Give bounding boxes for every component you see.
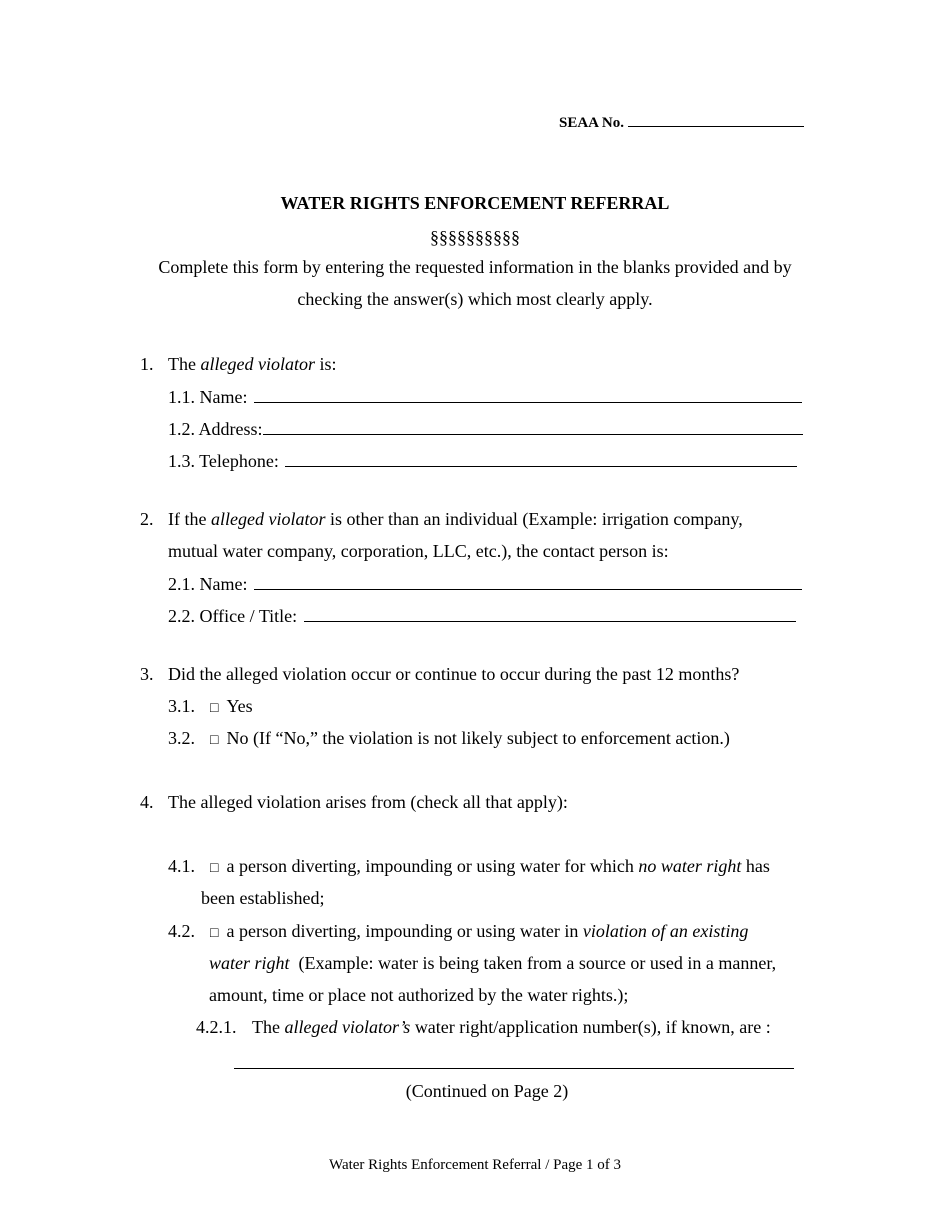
violator-telephone-field <box>168 449 797 472</box>
option-4-2-1 <box>196 1016 771 1038</box>
question-2-text-line-2: mutual water company, corporation, LLC, etc.), the contact person is: <box>168 541 669 561</box>
question-1-text <box>168 353 336 375</box>
option-3-1-label: Yes <box>226 696 253 716</box>
seaa-label: SEAA No. <box>559 115 625 131</box>
option-4-2-text-em: violation of an existing <box>582 921 749 941</box>
question-4-text: The alleged violation arises from (check all that apply): <box>168 792 568 812</box>
violation-existing-right-checkbox[interactable]: □ <box>210 926 219 941</box>
violator-address-blank[interactable] <box>263 417 803 435</box>
violator-name-field <box>168 385 802 408</box>
option-4-1-text-a: a person diverting, impounding or using water for which <box>226 856 639 876</box>
no-checkbox[interactable]: □ <box>210 733 219 748</box>
water-right-numbers-blank[interactable] <box>234 1068 794 1069</box>
question-3-number: 3. <box>140 664 154 684</box>
option-3-2-label: No (If “No,” the violation is not likely subject to enforcement action.) <box>226 728 730 748</box>
contact-name-blank[interactable] <box>254 572 802 590</box>
option-4-1 <box>168 855 770 880</box>
option-4-2-line-2 <box>209 952 776 974</box>
option-3-1-number: 3.1. <box>168 696 195 716</box>
question-4-number: 4. <box>140 792 154 812</box>
question-1-number: 1. <box>140 354 154 374</box>
seaa-number-field <box>559 111 804 134</box>
intro-line-1: Complete this form by entering the requested information in the blanks provided and by <box>158 257 792 277</box>
question-2-text-a: If the <box>168 509 211 529</box>
option-4-1-line-2: been established; <box>201 888 325 908</box>
violator-address-label: 1.2. Address: <box>168 419 263 439</box>
violator-address-field <box>168 417 803 440</box>
option-4-2-1-text-em: alleged violator’s <box>284 1017 411 1037</box>
option-4-1-text-em: no water right <box>638 856 742 876</box>
question-2-text-em: alleged violator <box>210 509 326 529</box>
violator-telephone-label: 1.3. Telephone: <box>168 451 279 471</box>
question-2-text <box>168 508 743 530</box>
question-1-text-em: alleged violator <box>200 354 315 374</box>
intro-line-2: checking the answer(s) which most clearly apply. <box>297 289 653 309</box>
question-3-option-no <box>168 727 730 752</box>
question-1-text-b: is: <box>314 354 337 374</box>
option-4-1-text-b: has <box>741 856 770 876</box>
option-4-2-text-a: a person diverting, impounding or using water in <box>226 921 583 941</box>
question-1-text-a: The <box>168 354 201 374</box>
continued-note: (Continued on Page 2) <box>405 1081 569 1101</box>
violator-name-blank[interactable] <box>254 385 802 403</box>
option-4-2-line-2-em: water right <box>209 953 290 973</box>
yes-checkbox[interactable]: □ <box>210 701 219 716</box>
violator-name-label: 1.1. Name: <box>168 387 248 407</box>
question-2-number: 2. <box>140 509 154 529</box>
option-4-2-1-text-b: water right/application number(s), if known, are : <box>410 1017 771 1037</box>
option-4-2-number: 4.2. <box>168 921 195 941</box>
option-4-2-line-2-b: (Example: water is being taken from a source or used in a manner, <box>289 953 777 973</box>
form-title: WATER RIGHTS ENFORCEMENT REFERRAL <box>280 193 670 213</box>
no-water-right-checkbox[interactable]: □ <box>210 861 219 876</box>
option-4-2-1-text-a: The <box>252 1017 285 1037</box>
option-4-2 <box>168 920 748 945</box>
option-4-2-line-3: amount, time or place not authorized by the water rights.); <box>209 985 629 1005</box>
contact-office-blank[interactable] <box>304 604 796 622</box>
page-footer: Water Rights Enforcement Referral / Page 1 of 3 <box>328 1157 622 1173</box>
option-4-2-1-number: 4.2.1. <box>196 1017 237 1037</box>
section-symbols: §§§§§§§§§§ <box>430 227 520 247</box>
contact-office-label: 2.2. Office / Title: <box>168 606 298 626</box>
question-3-text: Did the alleged violation occur or continue to occur during the past 12 months? <box>168 664 740 684</box>
contact-name-field <box>168 572 802 595</box>
contact-office-field <box>168 604 796 627</box>
seaa-blank-line[interactable] <box>628 111 804 127</box>
violator-telephone-blank[interactable] <box>285 449 797 467</box>
question-3-option-yes <box>168 695 253 720</box>
question-2-text-b: is other than an individual (Example: irrigation company, <box>325 509 743 529</box>
option-3-2-number: 3.2. <box>168 728 195 748</box>
contact-name-label: 2.1. Name: <box>168 574 248 594</box>
option-4-1-number: 4.1. <box>168 856 195 876</box>
